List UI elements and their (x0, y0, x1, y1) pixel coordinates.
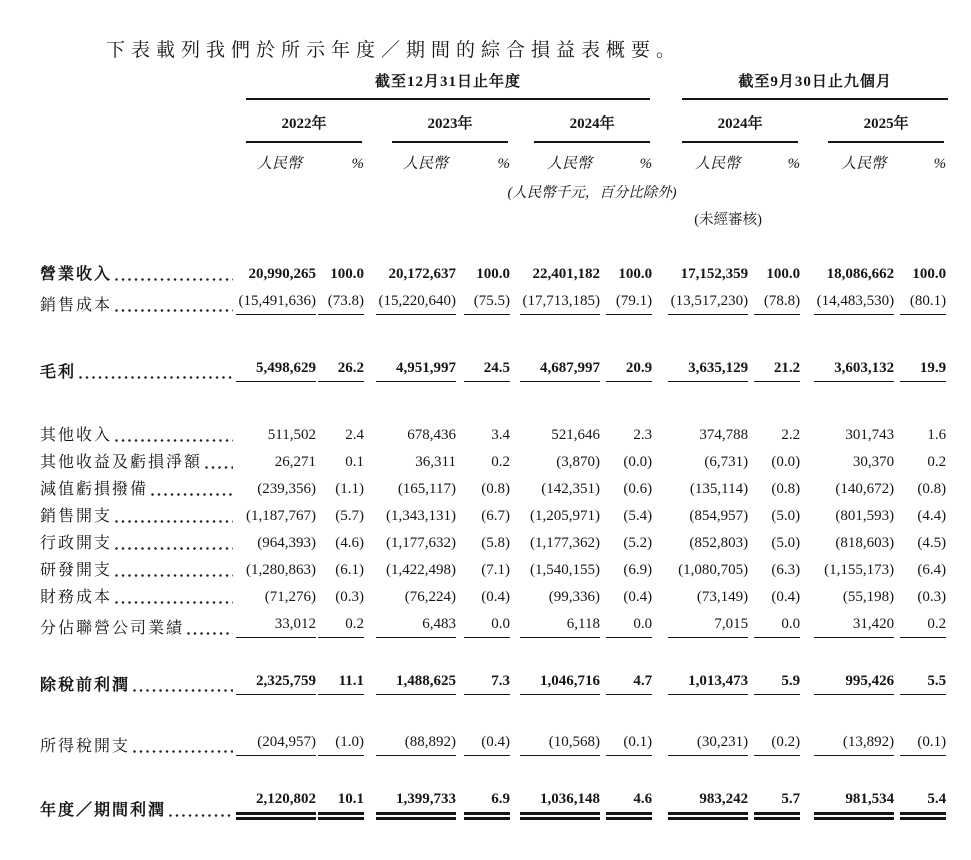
amount-cell: 6,483 (366, 611, 458, 642)
amount-cell: (1,155,173) (824, 562, 895, 578)
percent-cell: (80.1) (896, 288, 948, 319)
amount-cell: (852,803) (689, 535, 749, 551)
amount-cell: 374,788 (699, 427, 749, 443)
amount-cell: (854,957) (689, 508, 749, 524)
amount-cell: 301,743 (845, 427, 895, 443)
unit-currency-label: 人民幣 (256, 156, 302, 172)
unit-currency-label: 人民幣 (402, 156, 448, 172)
amount-cell: 17,152,359 (680, 266, 749, 282)
year-row (40, 100, 948, 143)
percent-cell: 3.4 (491, 427, 510, 443)
percent-cell: 0.2 (491, 454, 510, 470)
year-title: 2023年 (392, 100, 508, 143)
percent-cell: (75.5) (458, 288, 512, 319)
amount-cell: (71,276) (264, 589, 316, 605)
percent-cell: 0.2 (927, 454, 947, 470)
percent-cell: 100.0 (766, 266, 801, 282)
year-title: 2024年 (682, 100, 798, 143)
percent-cell: (6.1) (335, 562, 364, 578)
dot-leader (115, 308, 233, 313)
percent-cell: 5.5 (896, 668, 948, 699)
amount-cell: (964,393) (257, 535, 316, 551)
amount-cell: (14,483,530) (802, 288, 896, 319)
amount-cell: (204,957) (236, 729, 312, 760)
percent-cell: 5.9 (750, 668, 802, 699)
amount-cell: (99,336) (548, 589, 600, 605)
amount-cell: (13,517,230) (654, 288, 750, 319)
amount-cell: 1,488,625 (366, 668, 458, 699)
amount-cell: 981,534 (802, 786, 896, 824)
amount-cell: (140,672) (835, 481, 895, 497)
amount-cell: (13,892) (802, 729, 896, 760)
section-gap (40, 760, 948, 786)
percent-cell: 0.0 (750, 611, 802, 642)
unit-row (40, 143, 948, 173)
dot-leader (115, 277, 233, 282)
intro-text: 下表載列我們於所示年度／期間的綜合損益表概要。 (106, 40, 682, 61)
table-row (40, 611, 948, 642)
amount-cell: 983,242 (654, 786, 750, 824)
period-group-title: 截至9月30日止九個月 (682, 64, 948, 100)
percent-cell: (79.1) (602, 288, 654, 319)
amount-cell: (88,892) (366, 729, 458, 760)
percent-cell: 2.4 (345, 427, 364, 443)
percent-cell: 0.0 (602, 611, 654, 642)
percent-cell: (1.1) (335, 481, 364, 497)
table-row (40, 584, 948, 611)
percent-cell: 4.6 (602, 786, 654, 824)
amount-cell: (73,149) (696, 589, 749, 605)
percent-cell: (4.4) (917, 508, 947, 524)
percent-cell: 100.0 (476, 266, 510, 282)
year-header (236, 100, 366, 143)
year-header (802, 100, 948, 143)
dot-leader (169, 813, 233, 818)
row-label: 銷售開支 (40, 507, 236, 526)
year-header (366, 100, 512, 143)
amount-cell: 1,036,148 (512, 786, 602, 824)
units-note-row (40, 173, 948, 202)
amount-cell: (801,593) (835, 508, 895, 524)
percent-cell: (6.9) (623, 562, 653, 578)
row-label: 財務成本 (40, 588, 236, 607)
percent-cell: (0.4) (458, 729, 512, 760)
amount-cell: 1,399,733 (366, 786, 458, 824)
header-spacer (40, 229, 948, 261)
section-gap (40, 699, 948, 729)
row-label: 營業收入 (40, 265, 236, 284)
percent-cell: (0.0) (623, 454, 653, 470)
percent-cell: 10.1 (312, 786, 366, 824)
row-label: 所得稅開支 (40, 737, 236, 756)
table-row (40, 476, 948, 503)
percent-cell: 21.2 (750, 355, 802, 386)
amount-cell: 20,172,637 (388, 266, 456, 282)
percent-cell: (5.0) (771, 535, 801, 551)
row-label: 毛利 (40, 363, 236, 382)
percent-cell: 7.3 (458, 668, 512, 699)
dot-leader (115, 546, 233, 551)
section-gap (40, 642, 948, 668)
percent-cell: (0.8) (481, 481, 510, 497)
amount-cell: 30,370 (852, 454, 895, 470)
percent-cell: (1.0) (312, 729, 366, 760)
amount-cell: 33,012 (236, 611, 312, 642)
percent-cell: (5.0) (771, 508, 801, 524)
table-row (40, 786, 948, 824)
amount-cell: 31,420 (802, 611, 896, 642)
percent-cell: 26.2 (312, 355, 366, 386)
percent-cell: (5.7) (335, 508, 364, 524)
row-label: 其他收入 (40, 426, 236, 445)
amount-cell: 2,120,802 (236, 786, 312, 824)
row-label: 除稅前利潤 (40, 676, 236, 695)
table-row (40, 530, 948, 557)
percent-cell: (4.5) (917, 535, 947, 551)
period-group-row (40, 64, 948, 100)
percent-cell: 24.5 (458, 355, 512, 386)
amount-cell: (76,224) (404, 589, 456, 605)
amount-cell: (30,231) (654, 729, 750, 760)
amount-cell: (10,568) (512, 729, 602, 760)
row-label: 行政開支 (40, 534, 236, 553)
percent-cell: 6.9 (458, 786, 512, 824)
amount-cell: 22,401,182 (532, 266, 600, 282)
percent-cell: 100.0 (618, 266, 653, 282)
dot-leader (115, 519, 233, 524)
year-title: 2025年 (828, 100, 944, 143)
amount-cell: 995,426 (802, 668, 896, 699)
percent-cell: 2.3 (633, 427, 653, 443)
unaudited-note-row (40, 202, 948, 229)
unaudited-note: (未經審核) (694, 212, 762, 228)
percent-cell: 0.2 (896, 611, 948, 642)
percent-cell: 2.2 (781, 427, 801, 443)
percent-cell: 19.9 (896, 355, 948, 386)
section-gap (40, 386, 948, 422)
amount-cell: 6,118 (512, 611, 602, 642)
table-row (40, 288, 948, 319)
percent-cell: (0.3) (917, 589, 947, 605)
percent-cell: 0.0 (458, 611, 512, 642)
amount-cell: 1,046,716 (512, 668, 602, 699)
unit-percent-label: % (497, 156, 510, 172)
unit-currency-label: 人民幣 (546, 156, 592, 172)
amount-cell: 2,325,759 (236, 668, 312, 699)
percent-cell: (0.2) (750, 729, 802, 760)
amount-cell: (1,343,131) (386, 508, 456, 524)
amount-cell: 5,498,629 (236, 355, 312, 386)
row-label: 年度／期間利潤 (40, 801, 236, 820)
dot-leader (151, 492, 233, 497)
percent-cell: (0.4) (481, 589, 510, 605)
percent-cell: 0.1 (345, 454, 364, 470)
amount-cell: (1,080,705) (678, 562, 749, 578)
amount-cell: (15,220,640) (366, 288, 458, 319)
dot-leader (79, 375, 233, 380)
unit-percent-label: % (933, 156, 947, 172)
amount-cell: (818,603) (835, 535, 895, 551)
unit-currency-label: 人民幣 (695, 156, 741, 172)
percent-cell: 5.7 (750, 786, 802, 824)
amount-cell: (1,540,155) (530, 562, 600, 578)
percent-cell: (73.8) (312, 288, 366, 319)
table-row (40, 557, 948, 584)
dot-leader (115, 573, 233, 578)
percent-cell: (0.1) (896, 729, 948, 760)
percent-cell: (0.4) (623, 589, 653, 605)
dot-leader (133, 688, 233, 693)
amount-cell: (1,280,863) (246, 562, 316, 578)
amount-cell: (6,731) (704, 454, 749, 470)
percent-cell: 20.9 (602, 355, 654, 386)
amount-cell: 3,603,132 (802, 355, 896, 386)
units-note: (人民幣千元，百分比除外) (507, 185, 677, 201)
amount-cell: (142,351) (541, 481, 600, 497)
amount-cell: 18,086,662 (826, 266, 895, 282)
amount-cell: 20,990,265 (248, 266, 316, 282)
percent-cell: (4.6) (335, 535, 364, 551)
section-gap (40, 319, 948, 355)
income-statement-table (40, 64, 948, 824)
percent-cell: (0.4) (771, 589, 801, 605)
amount-cell: 4,951,997 (366, 355, 458, 386)
unit-currency-label: 人民幣 (841, 156, 887, 172)
table-row (40, 503, 948, 530)
unit-percent-label: % (351, 156, 364, 172)
dot-leader (187, 631, 233, 636)
amount-cell: (3,870) (556, 454, 600, 470)
percent-cell: (0.0) (771, 454, 801, 470)
amount-cell: 1,013,473 (654, 668, 750, 699)
amount-cell: 7,015 (654, 611, 750, 642)
unit-percent-label: % (639, 156, 653, 172)
period-group-title: 截至12月31日止年度 (246, 64, 650, 100)
amount-cell: (55,198) (842, 589, 895, 605)
amount-cell: 4,687,997 (512, 355, 602, 386)
percent-cell: (78.8) (750, 288, 802, 319)
unit-percent-label: % (787, 156, 801, 172)
amount-cell: (15,491,636) (236, 288, 312, 319)
percent-cell: (6.7) (481, 508, 510, 524)
row-label: 分佔聯營公司業績 (40, 619, 236, 638)
table-row (40, 422, 948, 449)
table-row (40, 355, 948, 386)
year-header (654, 100, 802, 143)
percent-cell: (6.3) (771, 562, 801, 578)
percent-cell: (7.1) (481, 562, 510, 578)
percent-cell: 100.0 (912, 266, 947, 282)
year-title: 2022年 (246, 100, 362, 143)
percent-cell: 5.4 (896, 786, 948, 824)
table-body (40, 261, 948, 824)
percent-cell: (5.2) (623, 535, 653, 551)
row-label: 減值虧損撥備 (40, 480, 236, 499)
table-row (40, 261, 948, 288)
amount-cell: 511,502 (267, 427, 316, 443)
percent-cell: (0.3) (335, 589, 364, 605)
table-row (40, 729, 948, 760)
percent-cell: (5.4) (623, 508, 653, 524)
amount-cell: 26,271 (274, 454, 316, 470)
amount-cell: (1,187,767) (246, 508, 316, 524)
amount-cell: 678,436 (407, 427, 456, 443)
amount-cell: (165,117) (397, 481, 456, 497)
amount-cell: (239,356) (257, 481, 316, 497)
percent-cell: (0.6) (623, 481, 653, 497)
percent-cell: (0.8) (771, 481, 801, 497)
amount-cell: 3,635,129 (654, 355, 750, 386)
percent-cell: (6.4) (917, 562, 947, 578)
percent-cell: 0.2 (312, 611, 366, 642)
year-header (512, 100, 654, 143)
table-row (40, 668, 948, 699)
percent-cell: 1.6 (927, 427, 947, 443)
percent-cell: (5.8) (481, 535, 510, 551)
row-label: 銷售成本 (40, 296, 236, 315)
amount-cell: (1,205,971) (530, 508, 600, 524)
year-title: 2024年 (534, 100, 650, 143)
table-head (40, 64, 948, 261)
amount-cell: (1,422,498) (386, 562, 456, 578)
amount-cell: (17,713,185) (512, 288, 602, 319)
row-label: 其他收益及虧損淨額 (40, 453, 236, 472)
percent-cell: (0.8) (917, 481, 947, 497)
percent-cell: 11.1 (312, 668, 366, 699)
amount-cell: 521,646 (551, 427, 600, 443)
dot-leader (133, 749, 233, 754)
period-group-header (236, 64, 654, 100)
percent-cell: (0.1) (602, 729, 654, 760)
percent-cell: 100.0 (330, 266, 364, 282)
period-group-header (654, 64, 948, 100)
amount-cell: (1,177,362) (530, 535, 600, 551)
row-label: 研發開支 (40, 561, 236, 580)
dot-leader (205, 465, 233, 470)
amount-cell: (135,114) (689, 481, 749, 497)
amount-cell: 36,311 (415, 454, 456, 470)
amount-cell: (1,177,632) (386, 535, 456, 551)
table-row (40, 449, 948, 476)
dot-leader (115, 600, 233, 605)
percent-cell: 4.7 (602, 668, 654, 699)
dot-leader (115, 438, 233, 443)
